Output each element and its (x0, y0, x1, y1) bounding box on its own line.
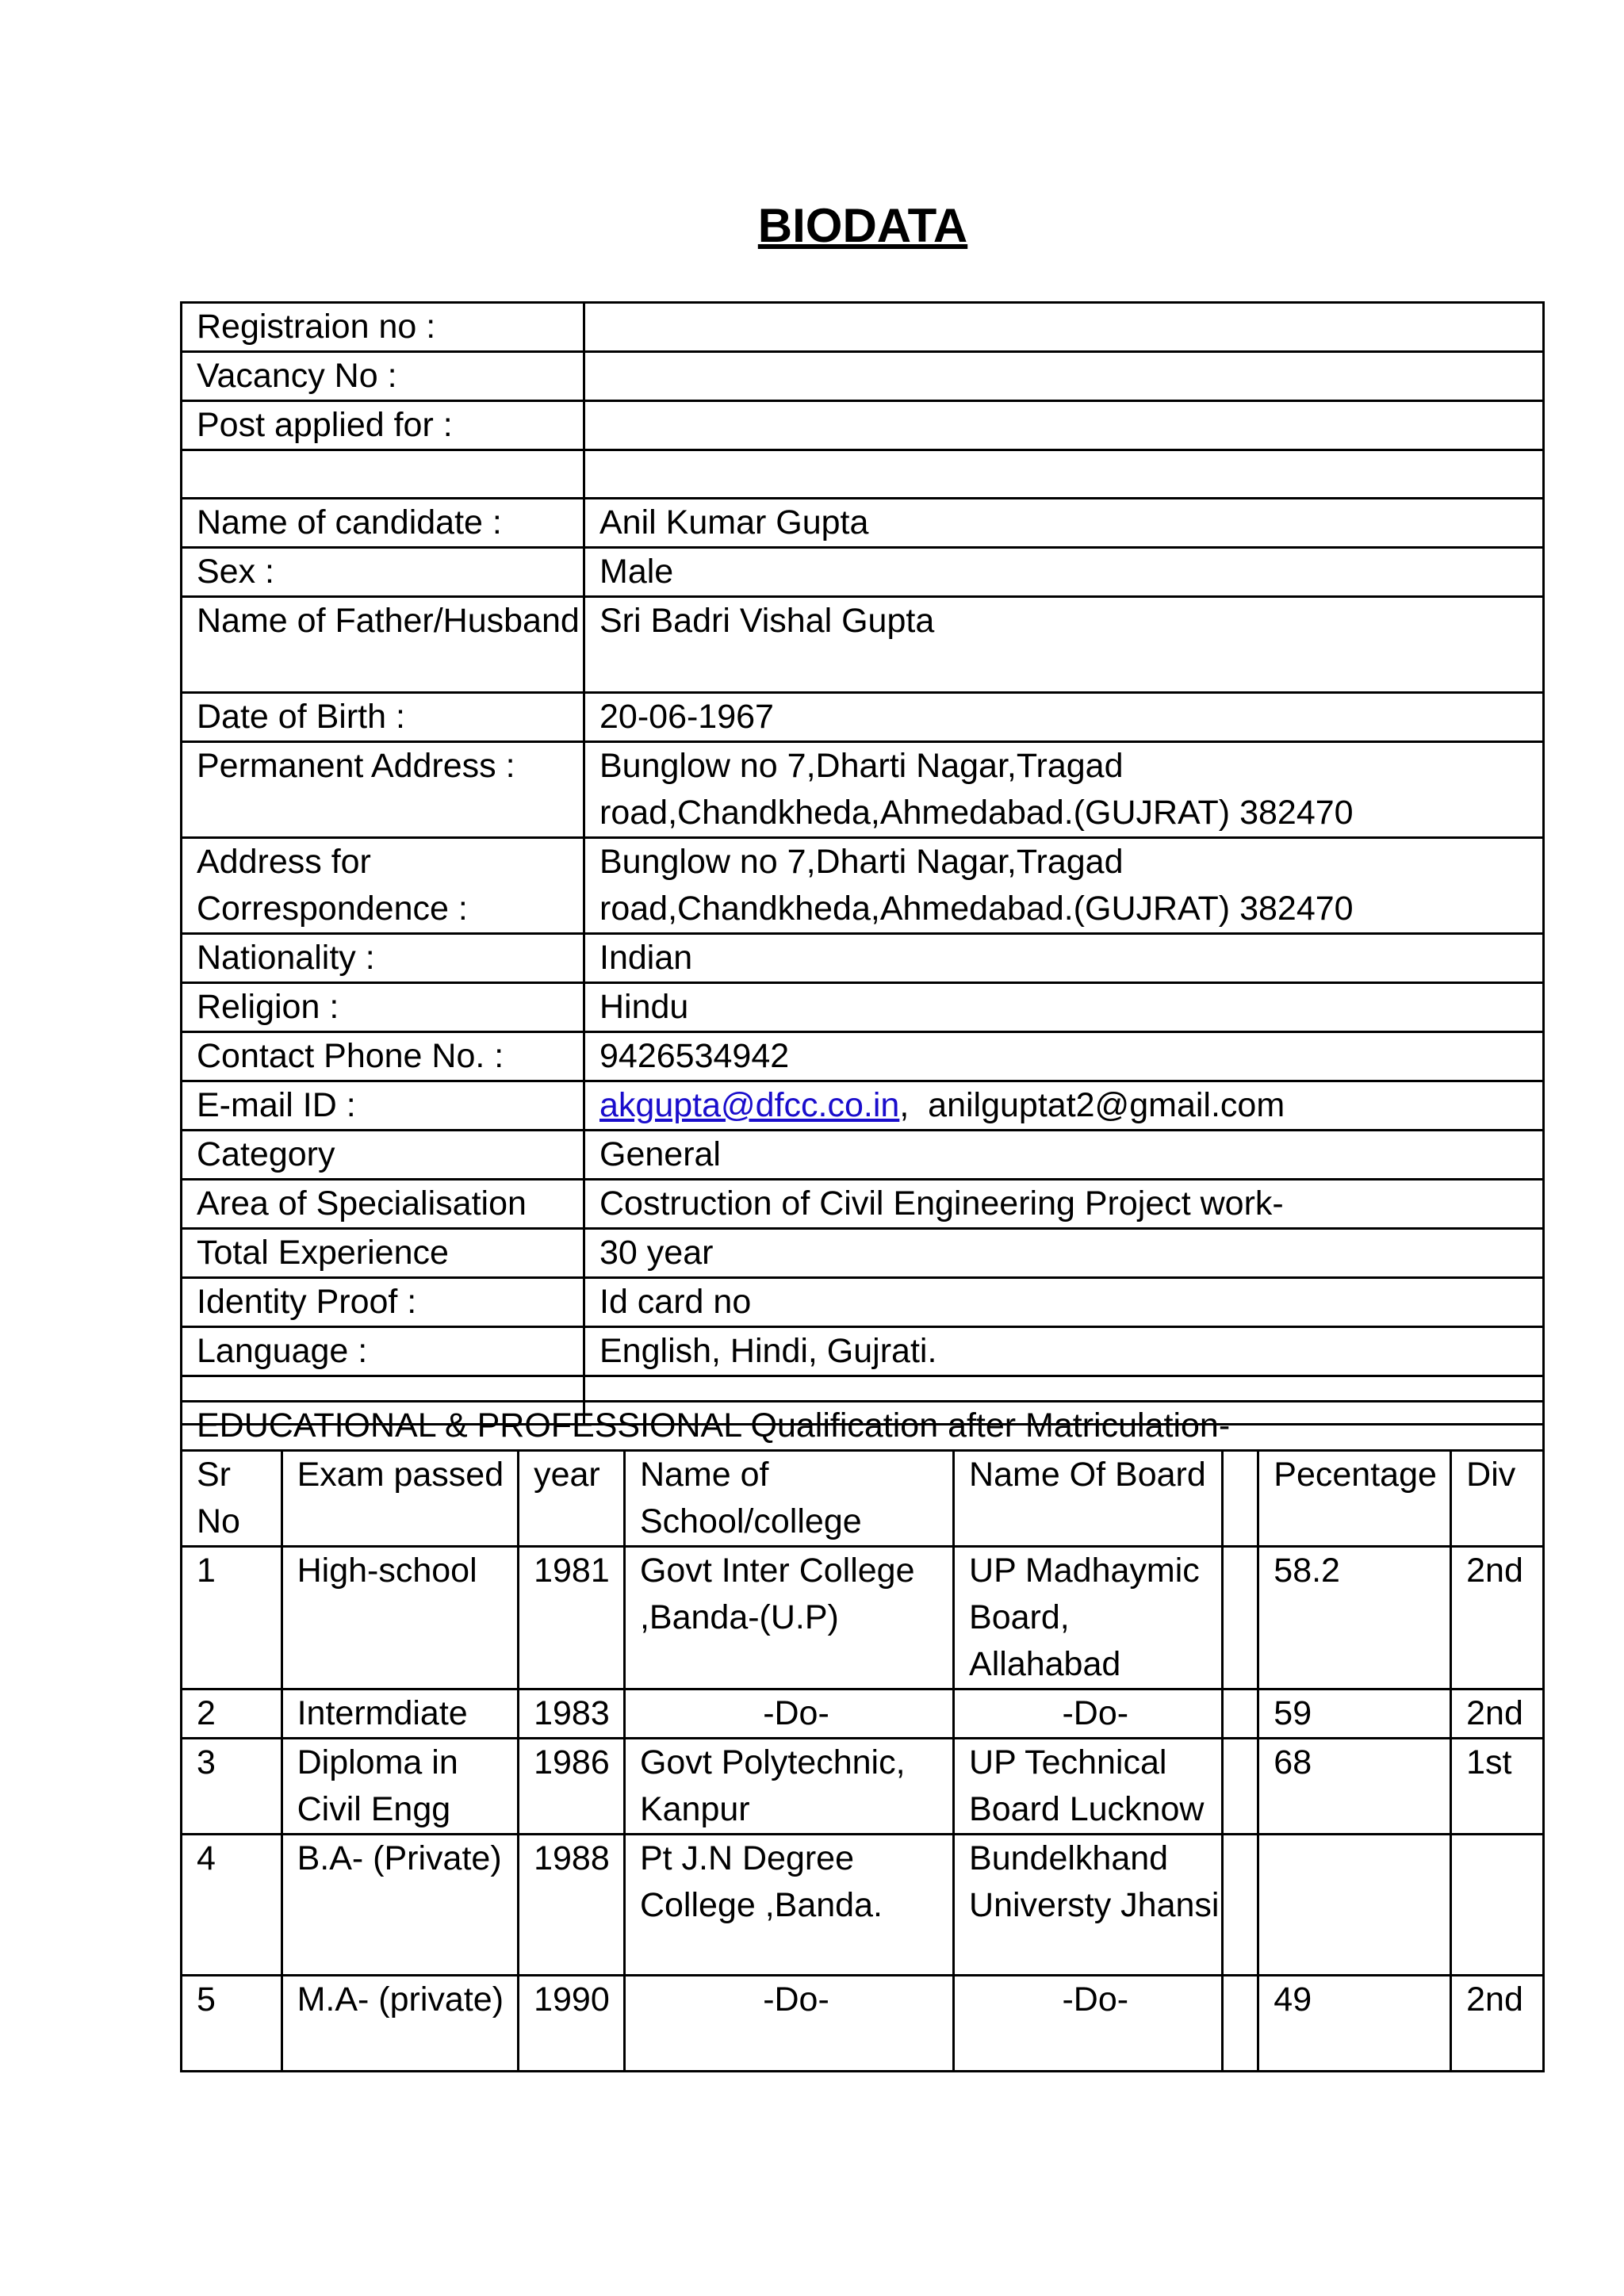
field-row (182, 1327, 1544, 1376)
document-title: BIODATA (757, 199, 968, 252)
education-row (182, 1739, 1544, 1835)
field-row (182, 303, 1544, 352)
field-row (182, 450, 1544, 499)
table-cell (1258, 1835, 1451, 1976)
table-cell: 58.2 (1258, 1547, 1451, 1689)
field-label: Name of candidate : (182, 499, 584, 548)
header-cell: Pecentage (1258, 1451, 1451, 1547)
permanent-address: Bunglow no 7,Dharti Nagar,Tragad road,Chandkheda,Ahmedabad.(GUJRAT) 382470 (584, 742, 1544, 838)
table-cell: 1 (182, 1547, 282, 1689)
table-cell: 68 (1258, 1739, 1451, 1835)
table-cell: 2nd (1451, 1689, 1544, 1739)
table-cell: M.A- (private) (282, 1976, 519, 2072)
table-cell: Intermdiate (282, 1689, 519, 1739)
header-cell: Exam passed (282, 1451, 519, 1547)
field-label: Post applied for : (182, 401, 584, 450)
table-cell: 2 (182, 1689, 282, 1739)
table-cell: Govt Inter College ,Banda-(U.P) (624, 1547, 953, 1689)
table-cell: UP Technical Board Lucknow (954, 1739, 1223, 1835)
field-label: Total Experience (182, 1229, 584, 1278)
field-value: General (584, 1131, 1544, 1180)
field-row (182, 401, 1544, 450)
education-row (182, 1689, 1544, 1739)
field-row (182, 983, 1544, 1032)
field-row (182, 934, 1544, 983)
field-label: Address for Correspondence : (182, 838, 584, 934)
field-row (182, 838, 1544, 934)
field-row (182, 597, 1544, 693)
field-value: Sri Badri Vishal Gupta (584, 597, 1544, 693)
field-label: Permanent Address : (182, 742, 584, 838)
field-row (182, 1278, 1544, 1327)
education-heading: EDUCATIONAL & PROFESSIONAL Qualification after Matriculation- (182, 1402, 1544, 1451)
field-label: Name of Father/Husband (182, 597, 584, 693)
table-cell: 1990 (519, 1976, 625, 2072)
table-cell (1223, 1835, 1258, 1976)
field-label (182, 450, 584, 499)
email-secondary: , anilguptat2@gmail.com (899, 1086, 1285, 1124)
table-cell: Govt Polytechnic, Kanpur (624, 1739, 953, 1835)
table-cell (1223, 1547, 1258, 1689)
field-value (584, 352, 1544, 401)
field-row (182, 352, 1544, 401)
field-value: 20-06-1967 (584, 693, 1544, 742)
header-cell: Div (1451, 1451, 1544, 1547)
field-row (182, 1131, 1544, 1180)
header-cell: Sr No (182, 1451, 282, 1547)
education-row (182, 1835, 1544, 1976)
education-row (182, 1976, 1544, 2072)
field-row (182, 1180, 1544, 1229)
table-cell (1451, 1835, 1544, 1976)
field-label: Category (182, 1131, 584, 1180)
field-value (584, 401, 1544, 450)
field-row (182, 499, 1544, 548)
field-label: Sex : (182, 548, 584, 597)
table-cell: 49 (1258, 1976, 1451, 2072)
table-cell: 2nd (1451, 1547, 1544, 1689)
field-label: Identity Proof : (182, 1278, 584, 1327)
field-value: Costruction of Civil Engineering Project work- (584, 1180, 1544, 1229)
field-label: Vacancy No : (182, 352, 584, 401)
field-value: Hindu (584, 983, 1544, 1032)
field-value: Id card no (584, 1278, 1544, 1327)
biodata-table (180, 301, 1545, 1425)
table-cell: 1983 (519, 1689, 625, 1739)
table-cell: -Do- (954, 1976, 1223, 2072)
field-value: 30 year (584, 1229, 1544, 1278)
header-cell: Name of School/college (624, 1451, 953, 1547)
field-row (182, 548, 1544, 597)
table-cell: 1986 (519, 1739, 625, 1835)
education-header-row (182, 1451, 1544, 1547)
field-label: Area of Specialisation (182, 1180, 584, 1229)
field-label: Registraion no : (182, 303, 584, 352)
field-row (182, 1081, 1544, 1131)
field-value (584, 303, 1544, 352)
table-cell: 5 (182, 1976, 282, 2072)
field-value: English, Hindi, Gujrati. (584, 1327, 1544, 1376)
table-cell: 59 (1258, 1689, 1451, 1739)
header-cell: year (519, 1451, 625, 1547)
email-link[interactable]: akgupta@dfcc.co.in (599, 1086, 900, 1124)
correspondence-address: Bunglow no 7,Dharti Nagar,Tragad road,Chandkheda,Ahmedabad.(GUJRAT) 382470 (584, 838, 1544, 934)
field-label: Language : (182, 1327, 584, 1376)
phone-number: 9426534942 (584, 1032, 1544, 1081)
header-cell: Name Of Board (954, 1451, 1223, 1547)
field-row (182, 742, 1544, 838)
table-cell: 2nd (1451, 1976, 1544, 2072)
table-cell: -Do- (624, 1689, 953, 1739)
email-value (584, 1081, 1544, 1131)
table-cell: 3 (182, 1739, 282, 1835)
table-cell (1223, 1739, 1258, 1835)
table-cell: Pt J.N Degree College ,Banda. (624, 1835, 953, 1976)
field-label: Contact Phone No. : (182, 1032, 584, 1081)
table-cell: B.A- (Private) (282, 1835, 519, 1976)
table-cell: -Do- (954, 1689, 1223, 1739)
table-cell: 1st (1451, 1739, 1544, 1835)
field-value: Indian (584, 934, 1544, 983)
table-cell: UP Madhaymic Board, Allahabad (954, 1547, 1223, 1689)
table-cell: Diploma in Civil Engg (282, 1739, 519, 1835)
field-label: Religion : (182, 983, 584, 1032)
field-row (182, 693, 1544, 742)
field-row (182, 1229, 1544, 1278)
table-cell: Bundelkhand Universty Jhansi (954, 1835, 1223, 1976)
education-row (182, 1547, 1544, 1689)
table-cell: -Do- (624, 1976, 953, 2072)
table-cell (1223, 1976, 1258, 2072)
field-value: Male (584, 548, 1544, 597)
candidate-name: Anil Kumar Gupta (584, 499, 1544, 548)
table-cell: 1988 (519, 1835, 625, 1976)
field-row (182, 1032, 1544, 1081)
field-value (584, 450, 1544, 499)
education-heading-row (182, 1402, 1544, 1451)
table-cell (1223, 1689, 1258, 1739)
header-cell (1223, 1451, 1258, 1547)
education-table (180, 1400, 1545, 2072)
table-cell: 4 (182, 1835, 282, 1976)
field-label: Date of Birth : (182, 693, 584, 742)
table-cell: 1981 (519, 1547, 625, 1689)
field-label: Nationality : (182, 934, 584, 983)
field-label: E-mail ID : (182, 1081, 584, 1131)
table-cell: High-school (282, 1547, 519, 1689)
